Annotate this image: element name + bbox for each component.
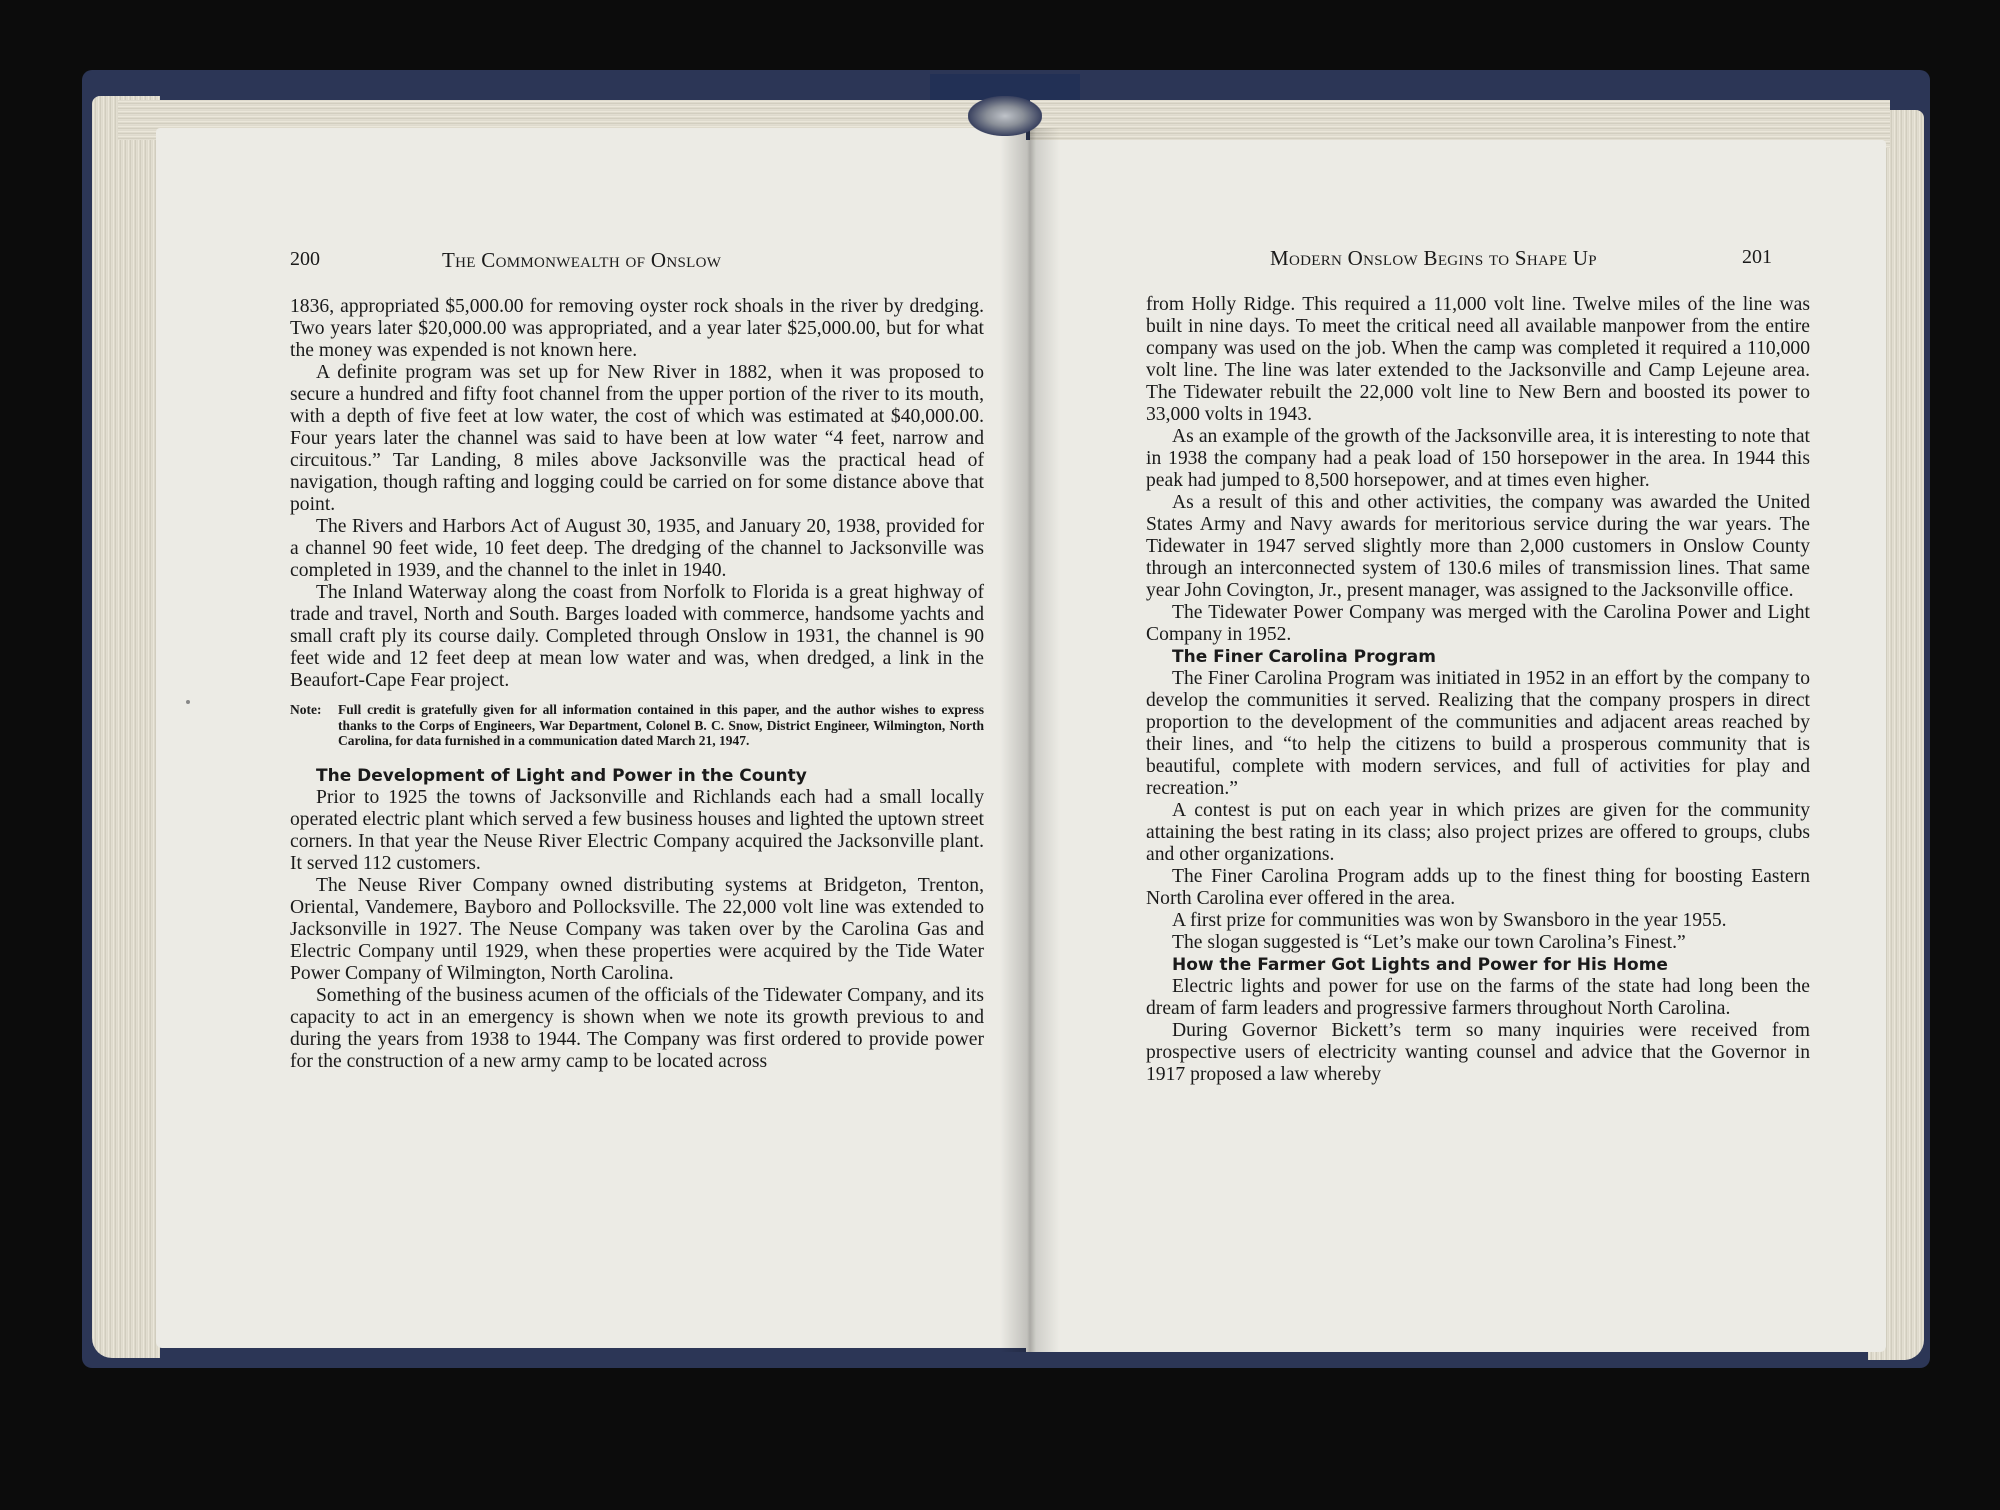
dust-speck bbox=[186, 700, 190, 704]
paragraph: During Governor Bickett’s term so many inquiries were received from prospective users of electricity wanting counsel and advice that the Governor in 1917 proposed a law whereby bbox=[1146, 1020, 1810, 1085]
paragraph: As a result of this and other activities, the company was awarded the United States Army and Navy awards for meritorious service during the war years. The Tidewater in 1947 served slightly more than 2,000 customers in Onslow County through an interconnected system of 130.6 miles of transmission lines. That same year John Covington, Jr., present manager, was assigned to the Jacksonville office. bbox=[1146, 492, 1810, 601]
left-running-head: The Commonwealth of Onslow bbox=[442, 248, 722, 272]
right-page bbox=[1026, 140, 1886, 1352]
paragraph: Prior to 1925 the towns of Jacksonville and Richlands each had a small locally operated electric plant which served a few business houses and lighted the uptown street corners. In that year the Neuse River Electric Company acquired the Jacksonville plant. It served 112 customers. bbox=[290, 786, 984, 874]
paragraph: A definite program was set up for New River in 1882, when it was proposed to secure a hundred and fifty foot channel from the upper portion of the river to its mouth, with a depth of five feet at low water, the cost of which was estimated at $40,000.00. Four years later the channel was said to have been at low water “4 feet, narrow and circuitous.” Tar Landing, 8 miles above Jacksonville was the practical head of navigation, though rafting and logging could be carried on for some distance above that point. bbox=[290, 362, 984, 515]
paragraph: A contest is put on each year in which prizes are given for the community attaining the best rating in its class; also project prizes are offered to groups, clubs and other organizations. bbox=[1146, 800, 1810, 865]
right-page-number: 201 bbox=[1742, 246, 1772, 268]
paragraph: from Holly Ridge. This required a 11,000 volt line. Twelve miles of the line was built in nine days. To meet the critical need all available manpower from the entire company was used on the job. When the camp was completed it required a 110,000 volt line. The line was later extended to the Jacksonville and Camp Lejeune area. The Tidewater rebuilt the 22,000 volt line to New Bern and boosted its power to 33,000 volts in 1943. bbox=[1146, 294, 1810, 425]
paragraph: Electric lights and power for use on the farms of the state had long been the dream of farm leaders and progressive farmers throughout North Carolina. bbox=[1146, 976, 1810, 1019]
paragraph: The Rivers and Harbors Act of August 30, 1935, and January 20, 1938, provided for a channel 90 feet wide, 10 feet deep. The dredging of the channel to Jacksonville was completed in 1939, and the channel to the inlet in 1940. bbox=[290, 516, 984, 581]
binding-thread bbox=[968, 96, 1042, 136]
section-heading: The Finer Carolina Program bbox=[1172, 647, 1436, 667]
footnote-label: Note: bbox=[290, 702, 322, 717]
paragraph: The Inland Waterway along the coast from Norfolk to Florida is a great highway of trade and travel, North and South. Barges loaded with commerce, handsome yachts and small craft ply its course daily. Completed through Onslow in 1931, the channel is 90 feet wide and 12 feet deep at mean low water and was, when dredged, a link in the Beaufort-Cape Fear project. bbox=[290, 582, 984, 691]
section-heading: The Development of Light and Power in the County bbox=[316, 765, 807, 786]
left-page-edges bbox=[92, 96, 160, 1358]
paragraph: The Neuse River Company owned distributing systems at Bridgeton, Trenton, Oriental, Vandemere, Bayboro and Pollocksville. The 22,000 volt line was extended to Jacksonville in 1927. The Neuse Company was taken over by the Carolina Gas and Electric Company until 1929, when these properties were acquired by the Tide Water Power Company of Wilmington, North Carolina. bbox=[290, 874, 984, 984]
right-body-text bbox=[1146, 294, 1810, 1086]
footnote bbox=[290, 702, 984, 749]
paragraph: The slogan suggested is “Let’s make our town Carolina’s Finest.” bbox=[1172, 932, 1686, 953]
section-heading: How the Farmer Got Lights and Power for His Home bbox=[1172, 955, 1668, 975]
paragraph: As an example of the growth of the Jacksonville area, it is interesting to note that in 1938 the company had a peak load of 150 horsepower in the area. In 1944 this peak had jumped to 8,500 horsepower, and at times even higher. bbox=[1146, 426, 1810, 491]
right-running-head: Modern Onslow Begins to Shape Up bbox=[1270, 246, 1597, 270]
page-gutter bbox=[1000, 128, 1060, 1352]
paragraph: A first prize for communities was won by Swansboro in the year 1955. bbox=[1172, 910, 1727, 931]
paragraph: The Finer Carolina Program was initiated in 1952 in an effort by the company to develop the communities it served. Realizing that the company prospers in direct proportion to the development of the communities and adjacent areas reached by their lines, and “to help the citizens to build a prosperous community that is beautiful, complete with modern services, and full of activities for play and recreation.” bbox=[1146, 668, 1810, 799]
paragraph: 1836, appropriated $5,000.00 for removing oyster rock shoals in the river by dredging. Two years later $20,000.00 was appropriated, and a year later $25,000.00, but for what the money was expended is not known here. bbox=[290, 296, 984, 361]
left-page-number: 200 bbox=[290, 248, 320, 270]
left-page bbox=[156, 128, 1026, 1348]
paragraph: Something of the business acumen of the officials of the Tidewater Company, and its capacity to act in an emergency is shown when we note its growth previous to and during the years from 1938 to 1944. The Company was first ordered to provide power for the construction of a new army camp to be located across bbox=[290, 984, 984, 1072]
paragraph: The Finer Carolina Program adds up to the finest thing for boosting Eastern North Carolina ever offered in the area. bbox=[1146, 866, 1810, 909]
left-body-text bbox=[290, 296, 984, 1073]
footnote-text: Full credit is gratefully given for all information contained in this paper, and the author wishes to express thanks to the Corps of Engineers, War Department, Colonel B. C. Snow, District Engineer, Wilmington, North Carolina, for data furnished in a communication dated March 21, 1947. bbox=[338, 702, 984, 748]
paragraph: The Tidewater Power Company was merged with the Carolina Power and Light Company in 1952. bbox=[1146, 602, 1810, 645]
